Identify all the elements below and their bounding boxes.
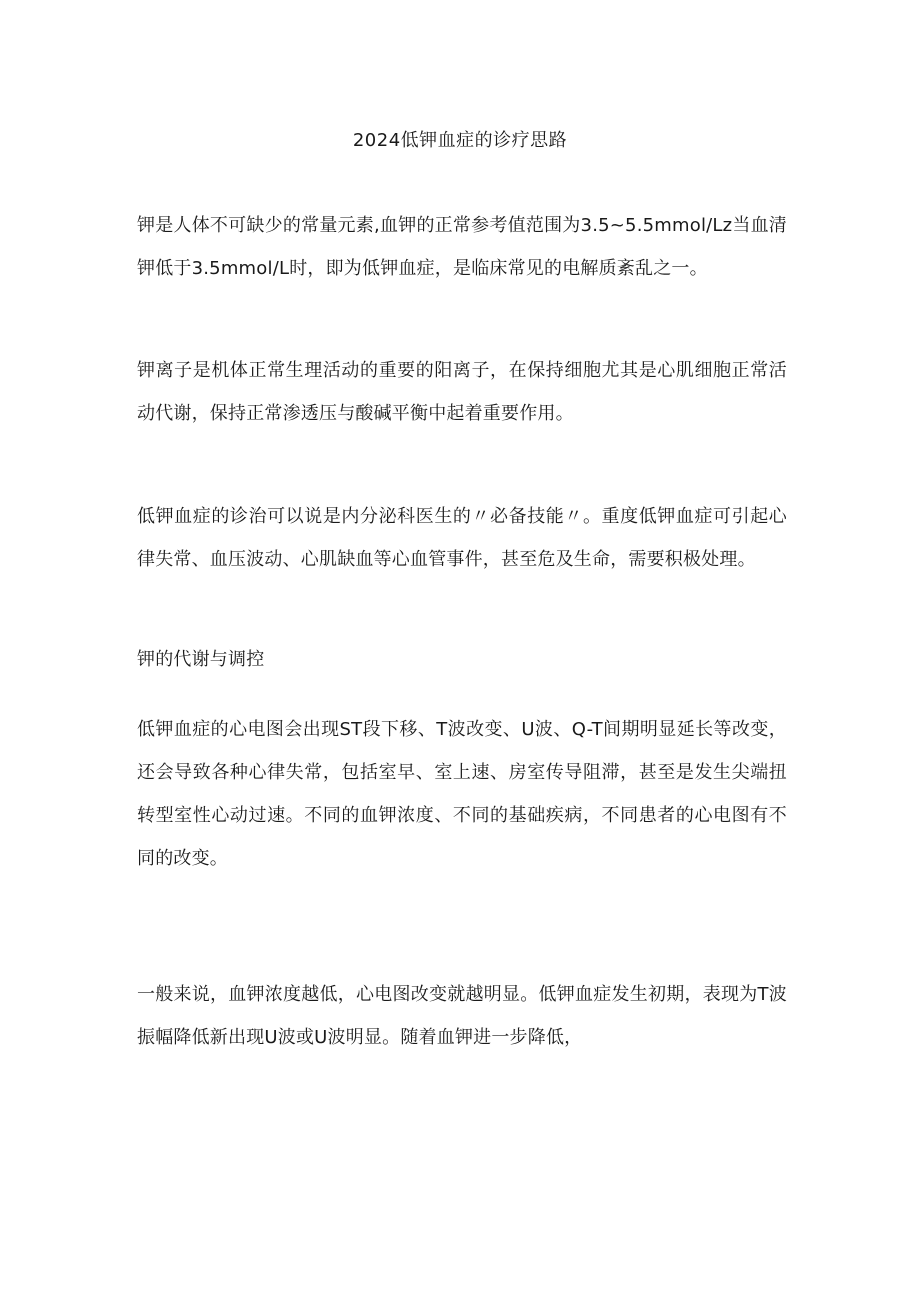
paragraph-diagnosis-importance: 低钾血症的诊治可以说是内分泌科医生的〃必备技能〃。重度低钾血症可引起心律失常、血压波动、心肌缺血等心血管事件，甚至危及生命，需要积极处理。 <box>137 506 787 570</box>
document-title: 2024低钾血症的诊疗思路 <box>352 130 568 151</box>
section-heading: 钾的代谢与调控 <box>137 649 265 670</box>
paragraph-ecg-progression: 一般来说，血钾浓度越低，心电图改变就越明显。低钾血症发生初期，表现为T波振幅降低新出现U波或U波明显。随着血钾进一步降低， <box>137 984 787 1048</box>
paragraph-potassium-ion-role: 钾离子是机体正常生理活动的重要的阳离子，在保持细胞尤其是心肌细胞正常活动代谢，保持正常渗透压与酸碱平衡中起着重要作用。 <box>137 360 787 424</box>
paragraph-potassium-intro: 钾是人体不可缺少的常量元素,血钾的正常参考值范围为3.5~5.5mmol/Lz当血清钾低于3.5mmol/L时，即为低钾血症，是临床常见的电解质紊乱之一。 <box>137 215 787 279</box>
paragraph-ecg-changes: 低钾血症的心电图会出现ST段下移、T波改变、U波、Q-T间期明显延长等改变，还会导致各种心律失常，包括室早、室上速、房室传导阻滞，甚至是发生尖端扭转型室性心动过速。不同的血钾浓度、不同的基础疾病，不同患者的心电图有不同的改变。 <box>137 719 787 869</box>
